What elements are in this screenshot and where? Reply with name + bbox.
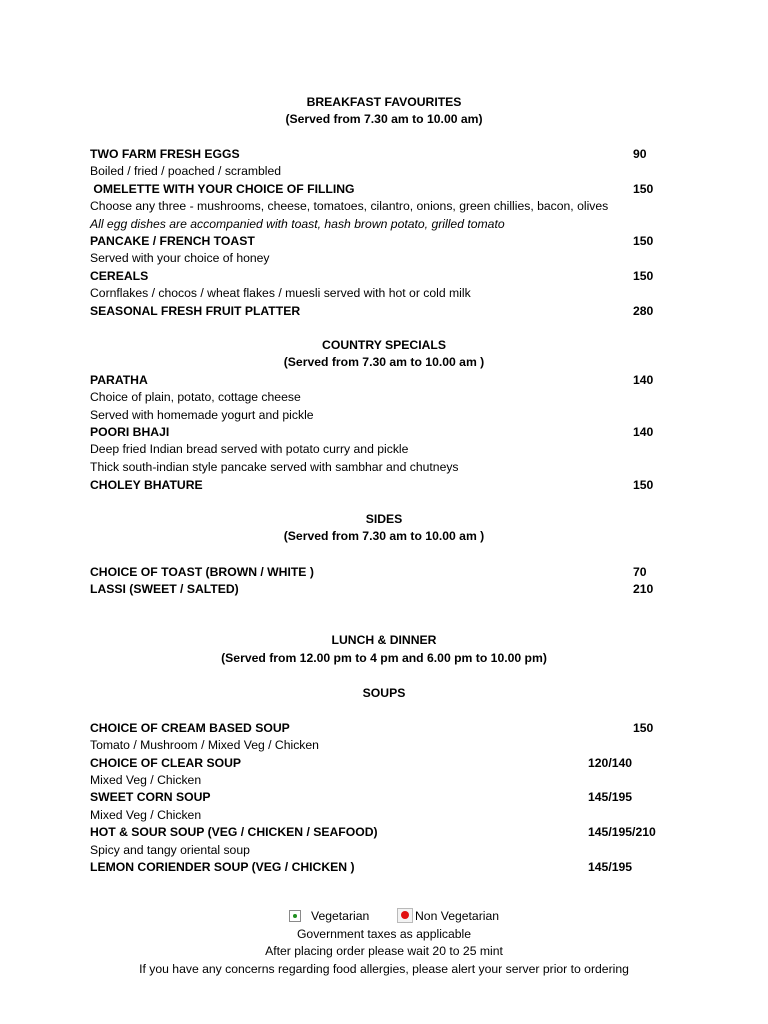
menu-item-name: TWO FARM FRESH EGGS	[90, 147, 240, 161]
sides-title: SIDES	[365, 512, 403, 526]
menu-item-description: Choice of plain, potato, cottage cheese	[90, 390, 301, 404]
vegetarian-dot	[293, 914, 297, 918]
menu-item-description: Cornflakes / chocos / wheat flakes / muesli served with hot or cold milk	[90, 286, 471, 300]
allergy-note: If you have any concerns regarding food allergies, please alert your server prior to ordering	[139, 962, 629, 976]
menu-item-price: 280	[633, 304, 654, 318]
menu-item-price: 145/195/210	[588, 825, 656, 839]
breakfast-timing: (Served from 7.30 am to 10.00 am)	[285, 112, 483, 126]
country-specials-title: COUNTRY SPECIALS	[322, 338, 446, 352]
menu-item-price: 140	[633, 425, 654, 439]
menu-item-name: LASSI (SWEET / SALTED)	[90, 582, 239, 596]
menu-item-price: 140	[633, 373, 654, 387]
diet-legend	[0, 908, 768, 926]
menu-item-name: CHOICE OF CLEAR SOUP	[90, 756, 241, 770]
menu-item-name: SWEET CORN SOUP	[90, 790, 211, 804]
menu-item-price: 70	[633, 565, 647, 579]
breakfast-title: BREAKFAST FAVOURITES	[306, 95, 462, 109]
taxes-note: Government taxes as applicable	[296, 927, 472, 941]
menu-item-description: Boiled / fried / poached / scrambled	[90, 164, 282, 178]
menu-item-description: Spicy and tangy oriental soup	[90, 843, 250, 857]
menu-item-price: 150	[633, 721, 654, 735]
wait-time-note: After placing order please wait 20 to 25 mint	[265, 944, 503, 958]
menu-item-description: Served with homemade yogurt and pickle	[90, 408, 314, 422]
menu-item-price: 120/140	[588, 756, 633, 770]
menu-item-description: Deep fried Indian bread served with potato curry and pickle	[90, 442, 409, 456]
menu-item-price: 150	[633, 478, 654, 492]
country-specials-timing: (Served from 7.30 am to 10.00 am )	[283, 355, 485, 369]
menu-item-name: POORI BHAJI	[90, 425, 170, 439]
vegetarian-icon	[289, 910, 301, 922]
menu-item-name: PANCAKE / FRENCH TOAST	[90, 234, 255, 248]
menu-item-description: Served with your choice of honey	[90, 251, 270, 265]
menu-item-name: CHOLEY BHATURE	[90, 478, 203, 492]
soups-title: SOUPS	[362, 686, 406, 700]
menu-item-price: 150	[633, 234, 654, 248]
non-vegetarian-dot	[401, 911, 409, 919]
menu-item-name: OMELETTE WITH YOUR CHOICE OF FILLING	[90, 182, 355, 196]
menu-item-price: 90	[633, 147, 647, 161]
menu-item-name: PARATHA	[90, 373, 148, 387]
menu-item-name: CHOICE OF CREAM BASED SOUP	[90, 721, 290, 735]
menu-item-price: 210	[633, 582, 654, 596]
menu-item-name: HOT & SOUR SOUP (VEG / CHICKEN / SEAFOOD)	[90, 825, 378, 839]
menu-item-name: CEREALS	[90, 269, 149, 283]
menu-item-name: CHOICE OF TOAST (BROWN / WHITE )	[90, 565, 314, 579]
menu-item-name: LEMON CORIENDER SOUP (VEG / CHICKEN )	[90, 860, 355, 874]
lunch-dinner-timing: (Served from 12.00 pm to 4 pm and 6.00 pm to 10.00 pm)	[221, 651, 547, 665]
vegetarian-label: Vegetarian	[311, 909, 370, 923]
non-vegetarian-icon	[397, 908, 413, 923]
lunch-dinner-title: LUNCH & DINNER	[331, 633, 437, 647]
menu-item-price: 145/195	[588, 860, 633, 874]
menu-item-price: 150	[633, 269, 654, 283]
menu-item-name: SEASONAL FRESH FRUIT PLATTER	[90, 304, 301, 318]
non-vegetarian-label: Non Vegetarian	[415, 909, 500, 923]
menu-item-description: Mixed Veg / Chicken	[90, 808, 202, 822]
menu-item-description: Thick south-indian style pancake served with sambhar and chutneys	[90, 460, 459, 474]
egg-dishes-note: All egg dishes are accompanied with toast, hash brown potato, grilled tomato	[90, 217, 505, 231]
sides-timing: (Served from 7.30 am to 10.00 am )	[283, 529, 485, 543]
menu-item-price: 145/195	[588, 790, 633, 804]
menu-item-description: Choose any three - mushrooms, cheese, tomatoes, cilantro, onions, green chillies, bacon, olives	[90, 199, 609, 213]
menu-item-description: Tomato / Mushroom / Mixed Veg / Chicken	[90, 738, 319, 752]
menu-item-price: 150	[633, 182, 654, 196]
menu-item-description: Mixed Veg / Chicken	[90, 773, 202, 787]
